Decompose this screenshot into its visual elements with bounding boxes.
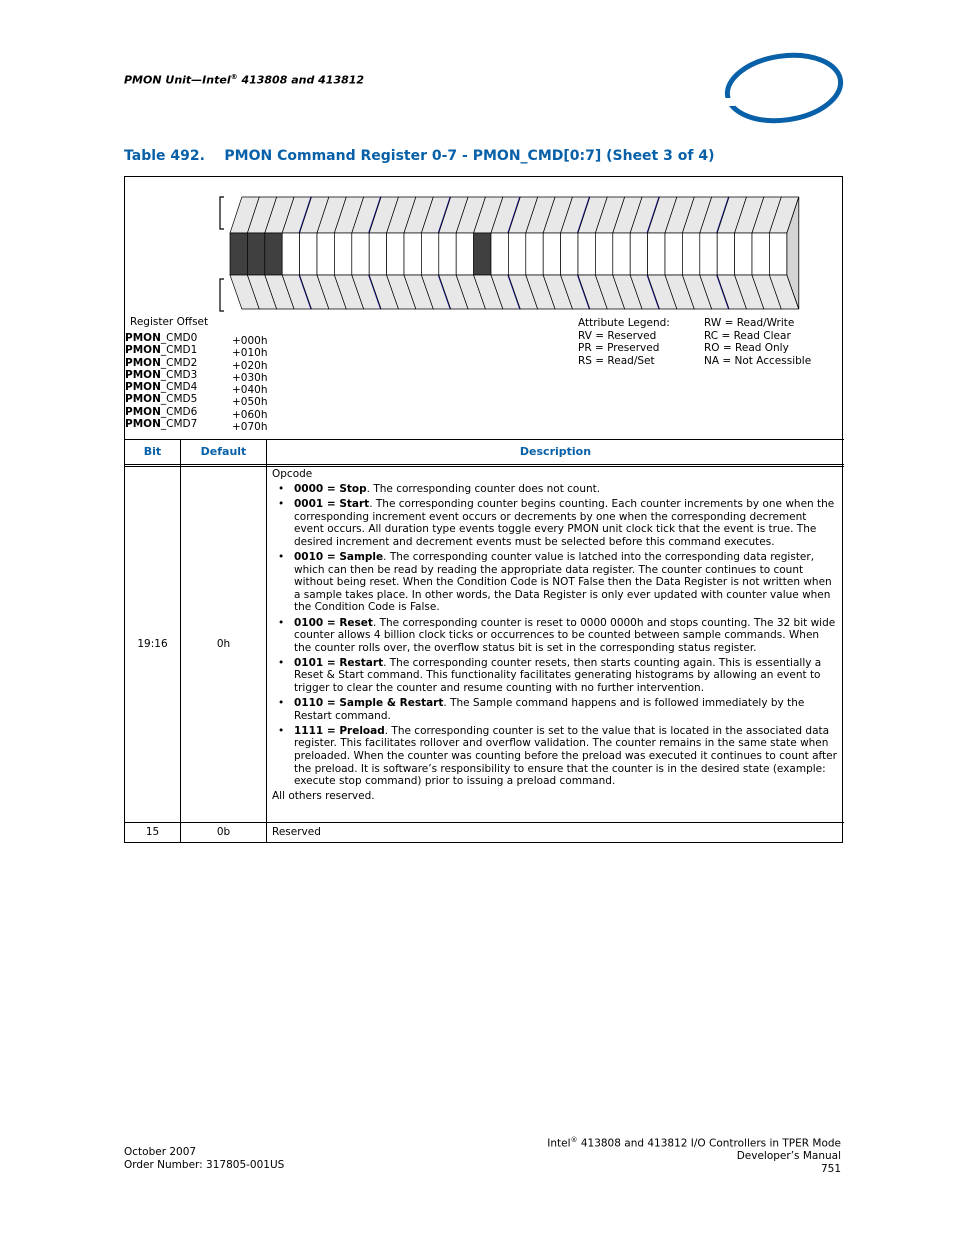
register-name: PMON_CMD1 [125,344,198,357]
page-number: 751 [820,1162,841,1175]
bit-cell [543,233,560,275]
register-offset: +050h [232,396,268,409]
legend-title: Attribute Legend: [578,317,670,329]
bit-cell [717,233,734,275]
bit-cell [282,233,299,275]
opcode-item: • 0001 = Start. The corresponding counter begins counting. Each counter increments by one when the corresponding increment event occurs or decrements by one when the corresponding decrement event occurs. All duration type events toggle every PMON unit clock tick that the event is true. The desired increment and decrement events must be selected before this command executes. [294,498,838,548]
register-offset-list [232,335,268,433]
bit-cell [769,233,786,275]
bit-cell [265,233,282,275]
register-name: PMON_CMD6 [125,405,198,418]
register-offset: +070h [232,421,268,434]
bit-cell [300,233,317,275]
bit-cell [508,233,525,275]
register-name: PMON_CMD5 [125,393,198,406]
attribute-legend-col2 [704,317,811,367]
bit-cell [613,233,630,275]
bit-cell [526,233,543,275]
register-offset: +040h [232,384,268,397]
bit-cell [421,233,438,275]
bit-cell [230,233,247,275]
bit-cell [700,233,717,275]
description-cell: Reserved [272,826,321,838]
bracket-bottom [220,279,224,311]
bit-cell [387,233,404,275]
register-offset: +000h [232,335,268,347]
bit-cell [369,233,386,275]
header-bit: Bit [143,445,162,458]
opcode-item: • 0110 = Sample & Restart. The Sample command happens and is followed immediately by the Restart command. [294,697,838,722]
header-default: Default [200,445,247,458]
register-name: PMON_CMD7 [125,418,198,431]
register-table [124,176,843,843]
description-outro: All others reserved. [272,789,375,802]
register-name: PMON_CMD0 [125,332,198,344]
table-row [125,468,844,823]
attribute-legend [578,317,670,367]
footer-right [547,1134,841,1175]
legend-entry: RO = Read Only [704,342,789,354]
register-diagram [125,177,844,440]
bit-cell [578,233,595,275]
bit-cell: 15 [145,826,160,838]
bit-cell [352,233,369,275]
running-header: PMON Unit—Intel® 413808 and 413812 [124,73,365,87]
footer-doc-title: Intel® 413808 and 413812 I/O Controllers in TPER Mode [547,1136,841,1150]
default-cell: 0h [216,638,231,650]
table-caption: Table 492. PMON Command Register 0-7 - PMON_CMD[0:7] (Sheet 3 of 4) [124,148,715,164]
header-description: Description [519,445,592,458]
table-header-row [125,440,844,467]
bit-cell [595,233,612,275]
bit-cell [735,233,752,275]
bit-cell [665,233,682,275]
legend-entry: RC = Read Clear [704,329,791,342]
bit-cell [474,233,491,275]
opcode-item: • 0100 = Reset. The corresponding counter is reset to 0000 0000h and stops counting. The 32 bit wide counter allows 4 billion clock ticks or occurrences to be counted between sample commands. When the counter rolls over, the overflow status bit is set in the corresponding status register. [294,617,838,655]
bit-field-diagram [210,195,810,315]
register-offset: +030h [232,371,268,384]
description-intro: Opcode [272,468,313,480]
footer-order-number: Order Number: 317805-001US [124,1158,285,1171]
legend-entry: RW = Read/Write [704,317,795,329]
bit-cell [334,233,351,275]
footer-doc-subtitle: Developer’s Manual [736,1150,841,1162]
opcode-item: • 1111 = Preload. The corresponding counter is set to the value that is located in the associated data register. This facilitates rollover and overflow validation. The counter remains in the same state when preloaded. When the counter was counting before the preload was executed it continues to count after the preload. It is software’s responsibility to ensure that the counter is in the desired state (example: execute stop command) prior to issuing a preload command. [294,725,838,788]
opcode-item: • 0010 = Sample. The corresponding counter value is latched into the corresponding data register, which can then be read by reading the appropriate data register. The counter continues to count without being reset. When the Condition Code is NOT False then the Data Register is not written when a sample takes place. In other words, the Data Register is only ever updated with counter value when the Condition Code is False. [294,551,838,614]
opcode-item: • 0000 = Stop. The corresponding counter does not count. [294,483,838,496]
register-name: PMON_CMD2 [125,356,198,369]
register-name-list [125,332,197,430]
description-cell [272,468,838,802]
table-row [125,823,844,843]
register-offset: +060h [232,408,268,421]
bit-cell [561,233,578,275]
bracket-top [220,197,224,229]
legend-entry: NA = Not Accessible [704,354,812,367]
register-offset-label: Register Offset [130,316,209,328]
opcode-item: • 0101 = Restart. The corresponding counter resets, then starts counting again. This is essentially a Reset & Start command. This functionality facilitates generating histograms by allowing an event to trigger to clear the counter and resume counting with no further intervention. [294,657,838,695]
footer-left [124,1146,284,1171]
bit-cell [682,233,699,275]
register-offset: +020h [232,359,268,372]
bit-cell [317,233,334,275]
bit-cell: 19:16 [137,638,168,650]
bit-cell [491,233,508,275]
footer-date: October 2007 [124,1146,197,1158]
bit-cell [439,233,456,275]
default-cell: 0b [216,826,231,838]
bit-cell [648,233,665,275]
opcode-list [272,483,838,788]
legend-entry: PR = Preserved [578,342,660,354]
register-name: PMON_CMD4 [125,381,198,394]
intel-logo [722,50,844,128]
bit-cell [752,233,769,275]
legend-entry: RV = Reserved [578,329,657,342]
bit-cell [456,233,473,275]
legend-entry: RS = Read/Set [578,354,655,367]
register-name: PMON_CMD3 [125,368,198,381]
bit-cell [247,233,264,275]
bit-cell [630,233,647,275]
register-offset: +010h [232,347,268,360]
bit-cell [404,233,421,275]
